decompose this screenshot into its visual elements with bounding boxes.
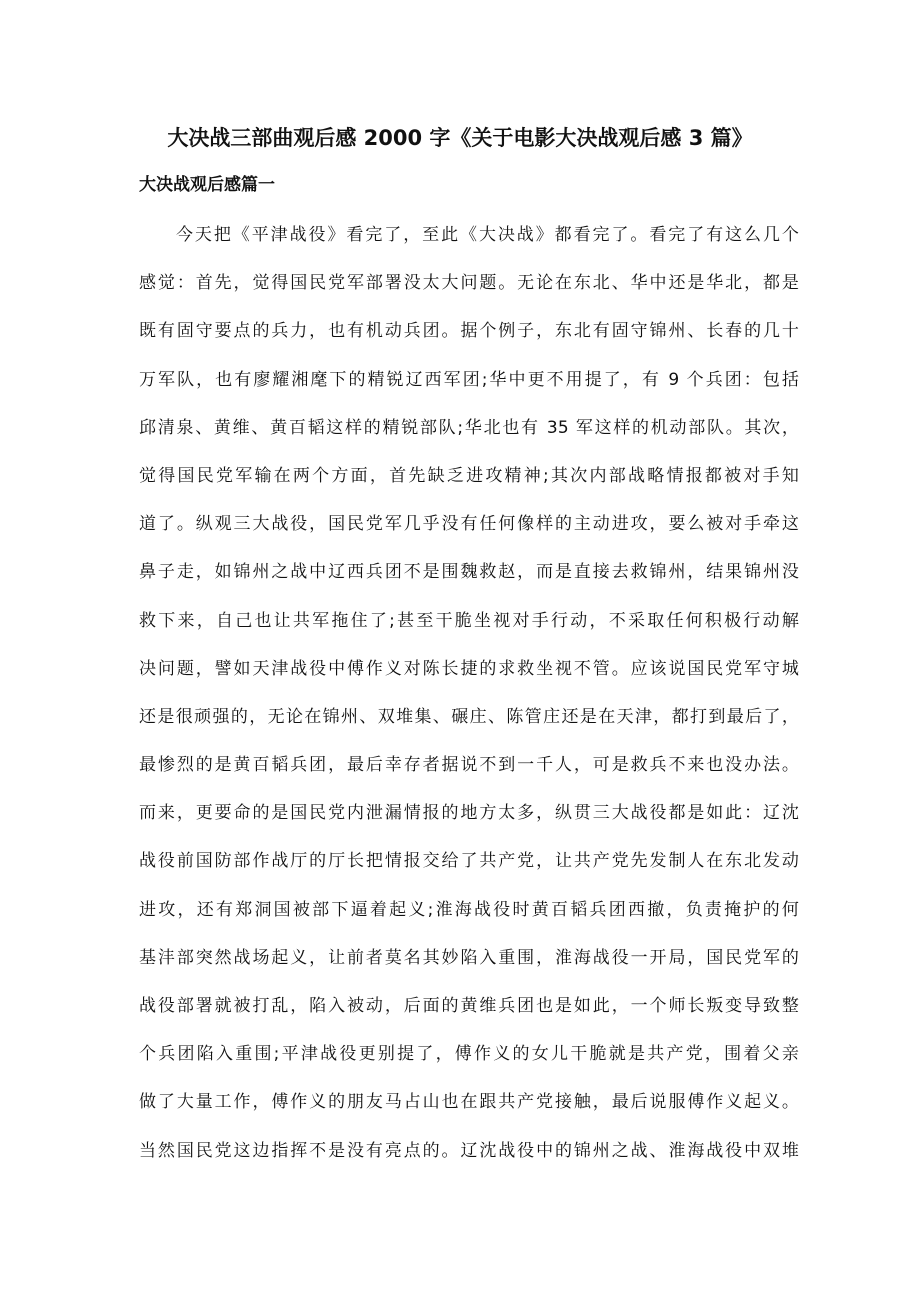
section-heading: 大决战观后感篇一 <box>139 175 275 195</box>
body-line: 进攻，还有郑洞国被部下逼着起义;淮海战役时黄百韬兵团西撤，负责掩护的何 <box>139 899 799 920</box>
body-line: 当然国民党这边指挥不是没有亮点的。辽沈战役中的锦州之战、淮海战役中双堆 <box>139 1140 799 1161</box>
document-title: 大决战三部曲观后感 2000 字《关于电影大决战观后感 3 篇》 <box>167 126 753 150</box>
body-line: 战役部署就被打乱，陷入被动，后面的黄维兵团也是如此，一个师长叛变导致整 <box>139 996 799 1016</box>
body-line: 感觉：首先，觉得国民党军部署没太大问题。无论在东北、华中还是华北，都是 <box>139 273 799 294</box>
body-line: 邱清泉、黄维、黄百韬这样的精锐部队;华北也有 35 军这样的机动部队。其次， <box>139 417 799 438</box>
body-line: 道了。纵观三大战役，国民党军几乎没有任何像样的主动进攻，要么被对手牵这 <box>139 514 799 535</box>
body-line: 战役前国防部作战厅的厅长把情报交给了共产党，让共产党先发制人在东北发动 <box>139 851 799 872</box>
body-line: 鼻子走，如锦州之战中辽西兵团不是围魏救赵，而是直接去救锦州，结果锦州没 <box>139 562 799 583</box>
body-line: 个兵团陷入重围;平津战役更别提了，傅作义的女儿干脆就是共产党，围着父亲 <box>139 1044 799 1065</box>
body-line: 今天把《平津战役》看完了，至此《大决战》都看完了。看完了有这么几个 <box>176 225 799 245</box>
body-line: 基沣部突然战场起义，让前者莫名其妙陷入重围，淮海战役一开局，国民党军的 <box>139 947 799 968</box>
body-line: 还是很顽强的，无论在锦州、双堆集、碾庄、陈管庄还是在天津，都打到最后了， <box>139 706 799 727</box>
body-line: 救下来，自己也让共军拖住了;甚至干脆坐视对手行动，不采取任何积极行动解 <box>139 610 799 631</box>
body-line: 而来，更要命的是国民党内泄漏情报的地方太多，纵贯三大战役都是如此：辽沈 <box>139 803 799 824</box>
body-line: 万军队，也有廖耀湘麾下的精锐辽西军团;华中更不用提了，有 9 个兵团：包括 <box>139 369 799 390</box>
body-line: 做了大量工作，傅作义的朋友马占山也在跟共产党接触，最后说服傅作义起义。 <box>139 1092 799 1113</box>
body-line: 决问题，譬如天津战役中傅作义对陈长捷的求救坐视不管。应该说国民党军守城 <box>139 658 799 679</box>
body-line: 觉得国民党军输在两个方面，首先缺乏进攻精神;其次内部战略情报都被对手知 <box>139 465 799 486</box>
body-text <box>139 218 799 1182</box>
body-line: 最惨烈的是黄百韬兵团，最后幸存者据说不到一千人，可是救兵不来也没办法。 <box>139 755 799 776</box>
body-line: 既有固守要点的兵力，也有机动兵团。据个例子，东北有固守锦州、长春的几十 <box>139 321 799 342</box>
